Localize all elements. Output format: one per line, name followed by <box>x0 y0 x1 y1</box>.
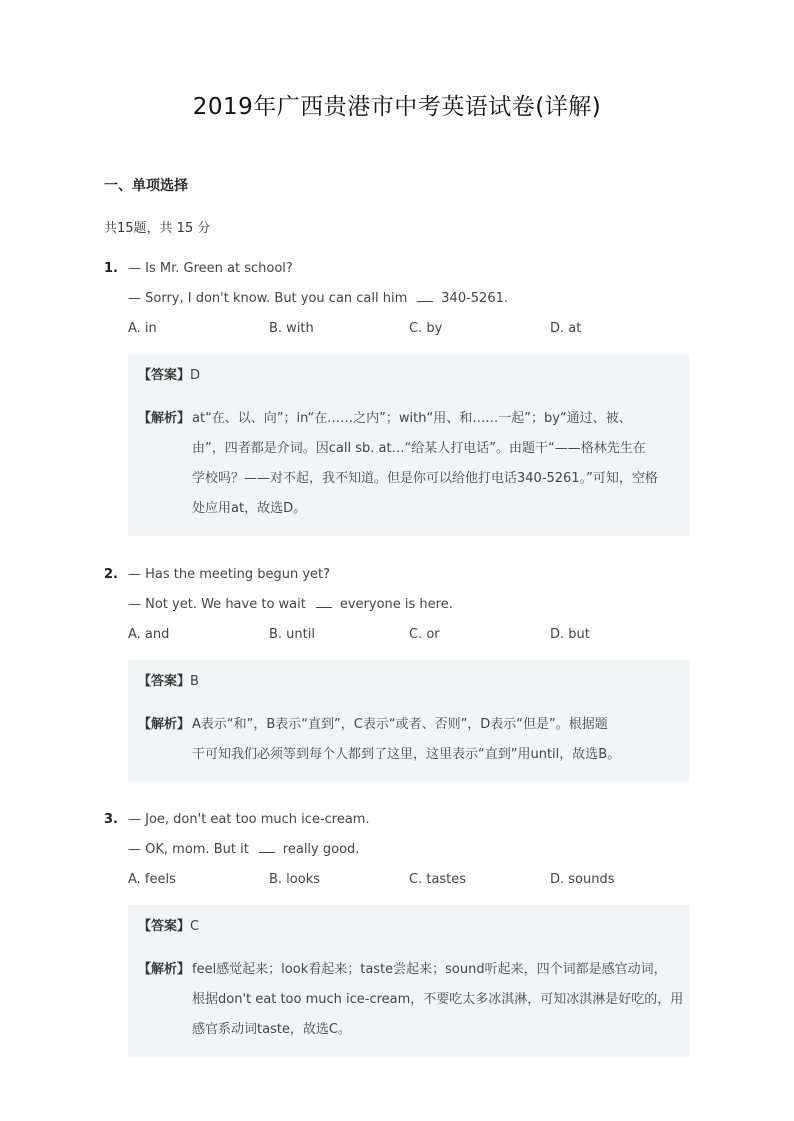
question-response <box>128 835 359 865</box>
options-row <box>104 314 692 344</box>
explanation-line: 感官系动词taste，故选C。 <box>192 1022 352 1037</box>
answer-row <box>138 915 676 939</box>
answer-box <box>128 905 690 1057</box>
explanation-label: 【解析】 <box>138 717 191 732</box>
response-text-before: — Sorry, I don't know. But you can call him <box>128 291 408 306</box>
option-d: D. but <box>550 627 590 642</box>
option-c: C. by <box>409 321 443 336</box>
response-text-before: — OK, mom. But it <box>128 842 249 857</box>
question-3 <box>104 805 692 1057</box>
question-response <box>128 590 453 620</box>
explanation-label: 【解析】 <box>138 411 191 426</box>
answer-value: D <box>190 368 201 383</box>
question-number: 2. <box>104 567 118 582</box>
option-b: B. until <box>269 627 315 642</box>
option-b: B. with <box>269 321 314 336</box>
option-a: A. and <box>128 627 170 642</box>
explanation-line: 干可知我们必须等到每个人都到了这里，这里表示“直到”用until，故选B。 <box>192 747 621 762</box>
option-c: C. or <box>409 627 440 642</box>
explanation-line: A表示“和”，B表示“直到”，C表示“或者、否则”，D表示“但是”。根据题 <box>192 717 608 732</box>
response-text-before: — Not yet. We have to wait <box>128 597 306 612</box>
options-row <box>104 620 692 650</box>
answer-row <box>138 670 676 694</box>
response-text-after: everyone is here. <box>339 597 453 612</box>
question-number: 3. <box>104 812 118 827</box>
explanation-row <box>138 710 676 770</box>
explanation-line: at“在、以、向”；in“在……之内”；with“用、和……一起”；by“通过、被、 <box>192 411 632 426</box>
explanation-row <box>138 955 684 1045</box>
answer-label: 【答案】 <box>138 368 191 383</box>
option-d: D. sounds <box>550 872 615 887</box>
explanation-line: 由”，四者都是介词。因call sb. at…“给某人打电话”。由题干“——格林先生在 <box>192 441 646 456</box>
section-summary: 共15题，共 15 分 <box>104 221 211 236</box>
answer-value: B <box>190 674 199 689</box>
explanation-row <box>138 404 676 524</box>
question-prompt: — Joe, don't eat too much ice-cream. <box>128 812 370 827</box>
section-heading: 一、单项选择 <box>104 178 188 194</box>
question-prompt: — Is Mr. Green at school? <box>128 261 293 276</box>
answer-value: C <box>190 919 200 934</box>
page-title: 2019年广西贵港市中考英语试卷(详解) <box>192 94 602 120</box>
answer-blank <box>316 595 332 608</box>
explanation-line: 处应用at，故选D。 <box>192 501 307 516</box>
question-prompt: — Has the meeting begun yet? <box>128 567 331 582</box>
question-2 <box>104 560 692 782</box>
answer-row <box>138 364 676 388</box>
response-text-after: 340-5261. <box>441 291 509 306</box>
answer-box <box>128 660 690 782</box>
question-response <box>128 284 508 314</box>
explanation-line: 根据don't eat too much ice-cream，不要吃太多冰淇淋，可知冰淇淋是好吃的，用 <box>192 992 684 1007</box>
question-1 <box>104 254 692 536</box>
option-d: D. at <box>550 321 582 336</box>
answer-blank <box>417 289 433 302</box>
answer-label: 【答案】 <box>138 674 191 689</box>
options-row <box>104 865 692 895</box>
option-a: A. feels <box>128 872 176 887</box>
answer-label: 【答案】 <box>138 919 191 934</box>
explanation-line: feel感觉起来；look看起来；taste尝起来；sound听起来，四个词都是感官动词， <box>192 962 667 977</box>
option-b: B. looks <box>269 872 321 887</box>
explanation-label: 【解析】 <box>138 962 191 977</box>
explanation-line: 学校吗？——对不起，我不知道。但是你可以给他打电话340-5261。”可知，空格 <box>192 471 658 486</box>
response-text-after: really good. <box>282 842 360 857</box>
answer-box <box>128 354 690 536</box>
answer-blank <box>259 840 275 853</box>
option-c: C. tastes <box>409 872 467 887</box>
question-number: 1. <box>104 261 118 276</box>
option-a: A. in <box>128 321 157 336</box>
